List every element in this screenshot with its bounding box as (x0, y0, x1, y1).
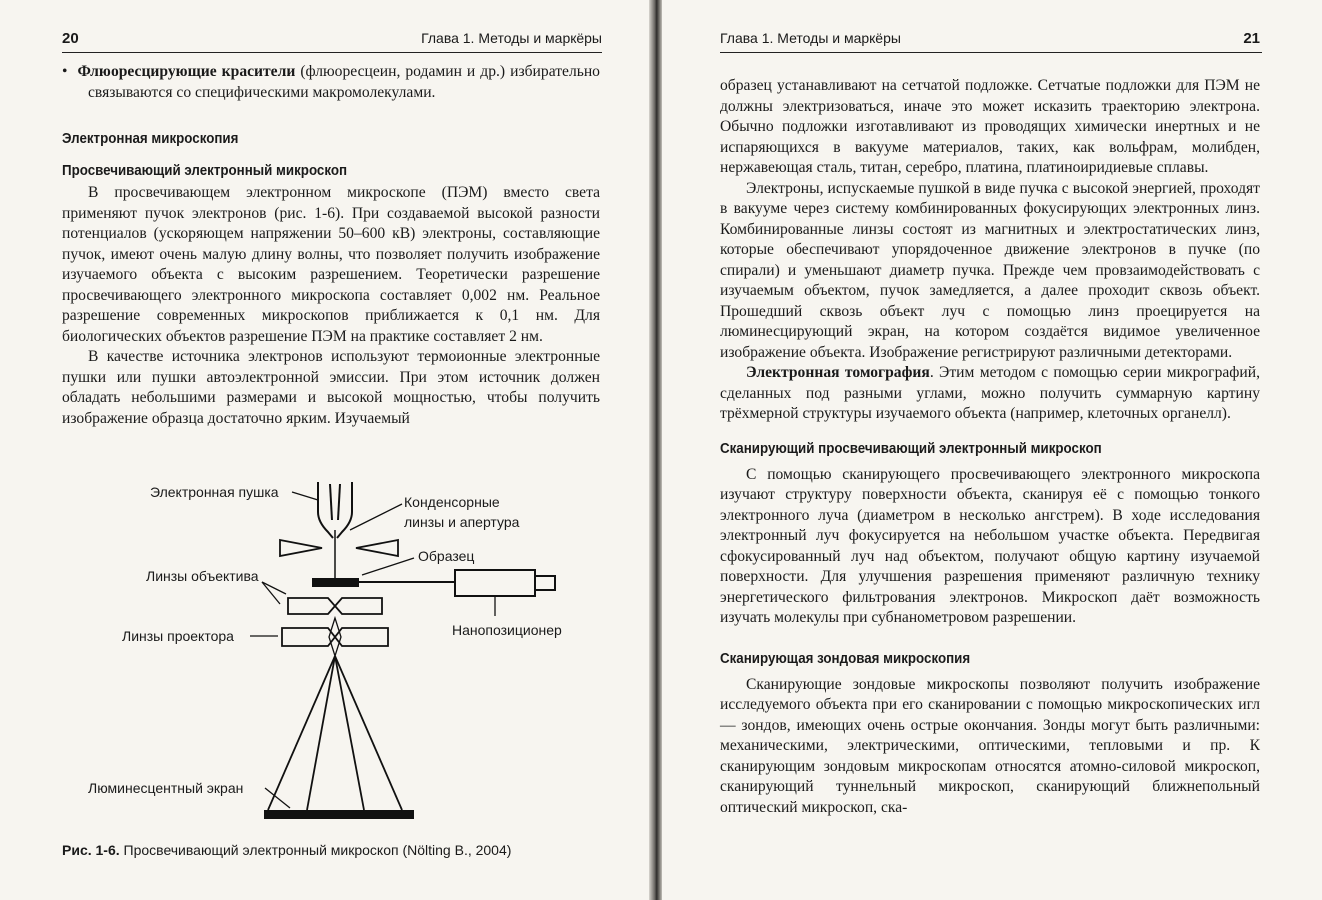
projector-lens-left (282, 628, 335, 646)
left-running-head-title: Глава 1. Методы и маркёры (421, 30, 602, 46)
electron-beam-paragraph: Электроны, испускаемые пушкой в виде пучка с высокой энергией, проходят в вакууме через систему комбинированных фокусирующих электронных линз. Комбинированные линзы состоят из магнитных и электростатических линз, которые обеспечивают упорядоченное движение электронов в пучке (по спирали) и уменьшают диаметр пучка. Прежде чем провзаимодействовать с изучаемым объектом, пучок замедляется, а далее проходит сквозь объект. Прошедший сквозь объект луч с помощью линз проецируется на люминесцирующий экран, на котором создаётся видимое увеличенное изображение объекта. Изображение регистрируют различными детекторами. (720, 179, 1260, 361)
nanopositioner-body (455, 570, 535, 596)
book-spine (649, 0, 663, 900)
projector-lens-right (335, 628, 388, 646)
right-running-head-title: Глава 1. Методы и маркёры (720, 30, 901, 46)
tem-paragraph-1: В просвечивающем электронном микроскопе (ПЭМ) вместо света применяют пучок электронов (рис. 1-6). При создаваемой высокой разности потенциалов (ускоряющем напряжении 50–600 кВ) электроны, составляющие пучок, имеют очень малую длину волны, что позволяет получить изображение изучаемого объекта с высоким разрешением. Теоретически разрешение просвечивающего электронного микроскопа составляет 0,002 нм. Реальное разрешение современных микроскопов приближается к 0,1 нм. Для биологических объектов разрешение ПЭМ на практике составляет 2 нм. (62, 184, 600, 345)
left-page (0, 0, 655, 900)
tem-paragraph-2: В качестве источника электронов используют термоионные электронные пушки или пушки автоэлектронной эмиссии. При этом источник должен обладать небольшими размерами и высокой мощностью, чтобы получить изображение образца достаточно ярким. Изучаемый (62, 348, 600, 427)
heading-electron-microscopy: Электронная микроскопия (62, 131, 239, 147)
condenser-lens-left (280, 540, 322, 556)
tomography-text: . Этим методом с помощью серии микрографий, сделанных под разными углами, можно получить суммарную картину трёхмерной структуры изучаемого объекта (например, клеточных органелл). (720, 364, 1260, 422)
substrate-paragraph: образец устанавливают на сетчатой подложке. Сетчатые подложки для ПЭМ не должны электризоваться, иначе это может исказить траекторию электрона. Обычно подложки изготавливают из проводящих химически инертных и не испаряющихся в вакууме материалов, таких, как вольфрам, молибден, нержавеющая сталь, титан, серебро, платина, платиноиридиевые сплавы. (720, 77, 1260, 176)
tomography-term: Электронная томография (746, 364, 930, 381)
heading-scanning-probe: Сканирующая зондовая микроскопия (720, 650, 971, 667)
specimen-bar (312, 578, 359, 587)
objective-lens-right (335, 598, 382, 614)
label-condenser-2: линзы и апертура (404, 514, 520, 530)
right-page (662, 0, 1322, 900)
objective-lens-left (288, 598, 335, 614)
bullet-term: Флюоресцирующие красители (77, 63, 296, 80)
left-running-header (62, 28, 602, 53)
bullet-text: (флюоресцеин, родамин и др.) избирательно связываются со специфическими макромолекулами. (88, 63, 600, 101)
label-condenser-1: Конденсорные (404, 494, 500, 510)
condenser-lens-right (356, 540, 398, 556)
beam-fan (268, 656, 402, 810)
leader-lines (250, 492, 495, 808)
label-luminescent-screen: Люминесцентный экран (88, 780, 244, 796)
left-page-number: 20 (62, 30, 79, 47)
label-sample: Образец (418, 548, 475, 564)
tomography-paragraph (720, 363, 1260, 425)
label-objective-lenses: Линзы объектива (146, 568, 259, 584)
scanning-probe-paragraph: Сканирующие зондовые микроскопы позволяют получить изображение исследуемого объекта при его сканировании с помощью микроскопических игл — зондов, имеющих очень острые окончания. Зонды могут быть различными: механическими, электрическими, оптическими, тепловыми и пр. К сканирующим зондовым микроскопам относятся атомно-силовой микроскоп, сканирующий туннельный микроскоп, сканирующий ближнепольный оптический микроскоп, ска- (720, 675, 1260, 816)
heading-stem: Сканирующий просвечивающий электронный микроскоп (720, 440, 1102, 457)
label-projector-lenses: Линзы проектора (122, 628, 234, 644)
figure-caption (62, 842, 602, 858)
stem-paragraph: С помощью сканирующего просвечивающего электронного микроскопа изучают структуру поверхности объекта, сканируя её с помощью тонкого электронного луча (диаметром в несколько ангстрем). В ходе исследования электронный луч фокусируется на небольшом участке объекта. Передвигая сфокусированный луч над объектом, получают общую картину изучаемой поверхности. Для улучшения разрешения применяют различную технику энергетического фильтрования электронов. Микроскоп даёт возможность изучать молекулы при субнанометровом разрешении. (720, 465, 1260, 626)
heading-tem: Просвечивающий электронный микроскоп (62, 163, 348, 179)
luminescent-screen (264, 810, 414, 819)
label-electron-gun: Электронная пушка (150, 484, 279, 500)
right-running-header (720, 28, 1262, 53)
right-text-block (720, 76, 1260, 818)
figure-tem-diagram (0, 470, 655, 850)
left-text-block (62, 62, 600, 429)
bullet-fluorescent-dyes: • Флюоресцирующие красители (флюоресцеин, родамин и др.) избирательно связываются со специфическими макромолекулами. (62, 63, 600, 101)
caption-label: Рис. 1-6. (62, 842, 120, 858)
label-nanopositioner: Нанопозиционер (452, 622, 562, 638)
electron-gun-shape (318, 482, 352, 538)
nanopositioner-end (535, 576, 555, 590)
caption-text: Просвечивающий электронный микроскоп (Nölting B., 2004) (119, 842, 512, 858)
right-page-number: 21 (1243, 30, 1260, 47)
